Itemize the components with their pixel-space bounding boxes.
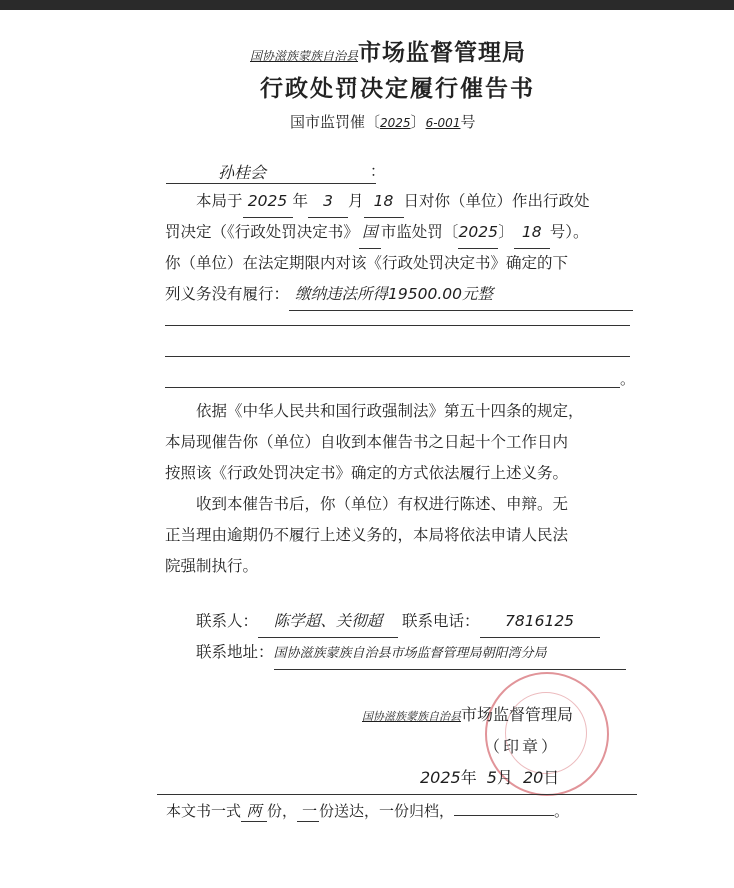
issue-month: 3 xyxy=(308,186,348,218)
p1-line2: 罚决定（《行政处罚决定书》 国 市监处罚〔2025〕 18 号）。 xyxy=(165,217,589,249)
p3-line1: 收到本催告书后，你（单位）有权进行陈述、申辩。无 xyxy=(196,495,569,513)
p2-line1: 依据《中华人民共和国行政强制法》第五十四条的规定， xyxy=(196,402,584,420)
p1-line3: 你（单位）在法定期限内对该《行政处罚决定书》确定的下 xyxy=(165,254,569,272)
decision-year: 2025 xyxy=(458,217,498,249)
doc-year: 2025 xyxy=(380,116,411,130)
handwritten-county-name: 国协滋族蒙族自治县 xyxy=(250,49,359,63)
document-number: 国市监罚催〔2025〕6-001号 xyxy=(290,113,476,131)
seal-label: （印章） xyxy=(484,737,561,756)
contact-address-row: 联系地址：国协滋族蒙族自治县市场监督管理局朝阳湾分局 xyxy=(196,637,626,670)
title-line-1 xyxy=(250,34,526,67)
scan-top-border xyxy=(0,0,734,10)
sign-date: 2025年 5月 20日 xyxy=(420,768,560,787)
copies-count: 两 xyxy=(241,800,267,822)
unfulfilled-duty: 缴纳违法所得19500.00元整 xyxy=(289,279,633,311)
blank-line-2 xyxy=(165,356,630,357)
document-title: 行政处罚决定履行催告书 xyxy=(260,75,535,102)
contact-person: 陈学超、关彻超 xyxy=(258,606,398,638)
p3-line3: 院强制执行。 xyxy=(165,557,259,575)
signing-org: 国协滋族蒙族自治县市场监督管理局 xyxy=(362,705,574,724)
doc-serial: 6-001 xyxy=(425,116,461,130)
contact-address: 国协滋族蒙族自治县市场监督管理局朝阳湾分局 xyxy=(274,638,626,670)
recipient-line xyxy=(166,160,376,184)
blank-line-3 xyxy=(165,387,620,388)
sent-count: 一 xyxy=(297,800,319,822)
p1-line1: 本局于 2025 年 3 月 18 日对你（单位）作出行政处 xyxy=(196,186,590,218)
contact-person-row: 联系人： 陈学超、关彻超 联系电话： 7816125 xyxy=(196,606,600,638)
p2-line3: 按照该《行政处罚决定书》确定的方式依法履行上述义务。 xyxy=(165,464,569,482)
p1-line4: 列义务没有履行： 缴纳违法所得19500.00元整 xyxy=(165,279,633,311)
contact-phone: 7816125 xyxy=(480,606,600,638)
title-org: 市场监督管理局 xyxy=(358,39,527,66)
p3-line2: 正当理由逾期仍不履行上述义务的，本局将依法申请人民法 xyxy=(165,526,569,544)
p2-line2: 本局现催告你（单位）自收到本催告书之日起十个工作日内 xyxy=(165,433,569,451)
footer-rule xyxy=(157,794,637,795)
recipient-name: 孙桂会 xyxy=(218,163,267,182)
issue-year: 2025 xyxy=(243,186,293,218)
issue-day: 18 xyxy=(364,186,404,218)
footer-line: 本文书一式 两 份， 一 份送达，一份归档， 。 xyxy=(166,802,570,820)
blank-line-1 xyxy=(165,325,630,326)
decision-number: 18 xyxy=(514,217,550,249)
